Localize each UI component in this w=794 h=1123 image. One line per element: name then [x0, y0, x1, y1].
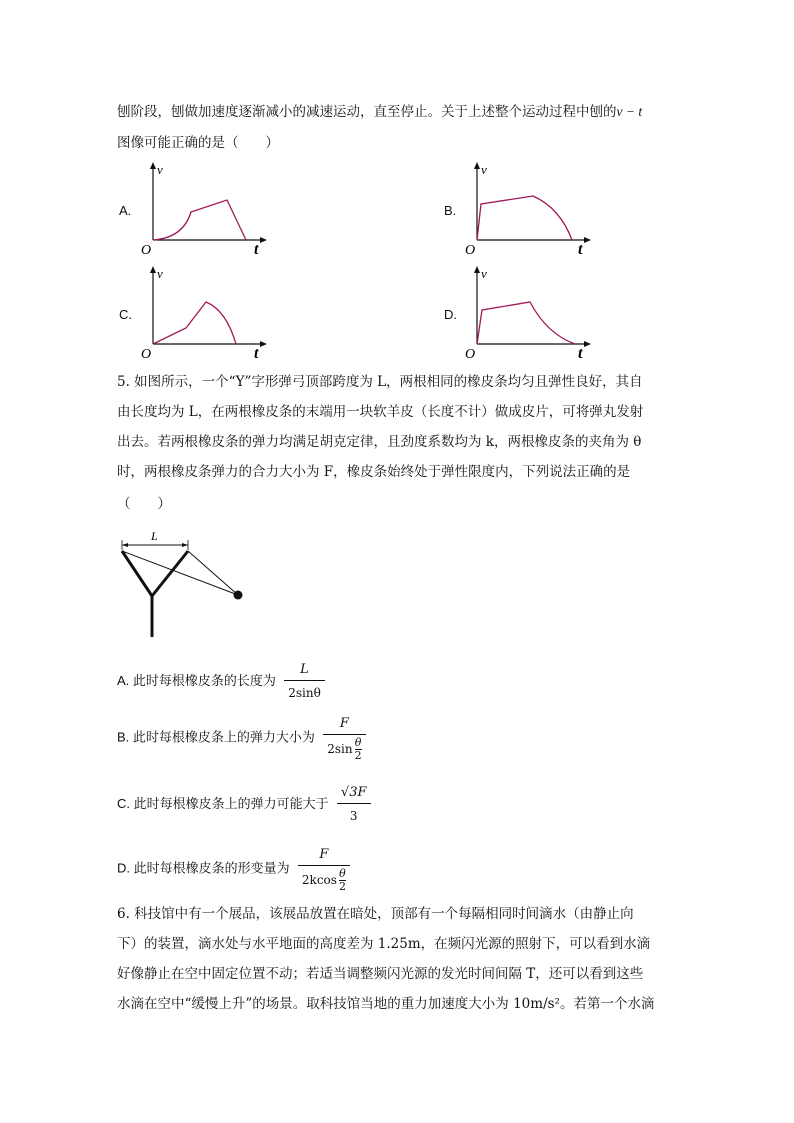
origin-label: O: [465, 243, 476, 258]
axis-v-label: v: [157, 266, 163, 281]
q5-text-line3: 出去。若两根橡皮条的弹力均满足胡克定律，且劲度系数均为 k，两根橡皮条的夹角为 θ: [117, 434, 642, 450]
axis-v-label: v: [157, 162, 163, 177]
q6-text-line1: 6. 科技馆中有一个展品，该展品放置在暗处，顶部有一个每隔相同时间滴水（由静止向: [117, 906, 634, 922]
option-a-fraction: [284, 660, 325, 703]
curve-d: [477, 302, 575, 344]
option-d-text: D. 此时每根橡皮条的形变量为: [117, 860, 290, 876]
q5-option-a: [117, 660, 325, 703]
den-text: 2kcos: [301, 873, 337, 887]
option-b-label: B.: [444, 203, 457, 218]
option-a-text: A. 此时每根橡皮条的长度为: [117, 673, 276, 688]
q5-option-c: [117, 783, 371, 826]
option-d-label: D.: [444, 307, 457, 322]
inner-den: 2: [338, 880, 346, 893]
projectile-ball: [234, 591, 243, 600]
q5-text-line2: 由长度均为 L，在两根橡皮条的末端用一块软羊皮（长度不计）做成皮片，可将弹丸发射: [117, 404, 644, 420]
origin-label: O: [465, 347, 476, 362]
option-a-label: A.: [119, 203, 132, 218]
axis-t-label: t: [254, 241, 259, 258]
fraction-denominator: 2sinθ: [284, 680, 325, 703]
q5-text-line1: 5. 如图所示，一个“Y”字形弹弓顶部跨度为 L，两根相同的橡皮条均匀且弹性良好，其自: [117, 374, 643, 390]
slingshot-diagram: [115, 525, 255, 640]
inner-fraction: [355, 737, 362, 762]
option-c-label: C.: [119, 307, 132, 322]
q5-option-d: [117, 845, 350, 893]
axis-v-label: v: [481, 266, 487, 281]
curve-c: [153, 302, 236, 344]
axis-t-label: t: [578, 241, 583, 258]
option-b-fraction: [323, 714, 365, 762]
graph-a: [138, 160, 273, 258]
fraction-numerator: L: [300, 662, 309, 677]
inner-fraction: [339, 868, 346, 893]
fraction-denominator: [298, 865, 350, 893]
option-c-fraction: [337, 783, 371, 826]
q6-text-line3: 好像静止在空中固定位置不动；若适当调整频闪光源的发光时间间隔 T，还可以看到这些: [117, 966, 644, 982]
graph-b: [462, 160, 597, 258]
q6-text-line2: 下）的装置，滴水处与水平地面的高度差为 1.25m，在频闪光源的照射下，可以看到水滴: [117, 936, 651, 952]
q5-option-b: [117, 714, 366, 762]
option-c-text: C. 此时每根橡皮条上的弹力可能大于: [117, 796, 329, 811]
q4-text-line2: 图像可能正确的是（ ）: [117, 135, 279, 151]
q6-text-line4: 水滴在空中“缓慢上升”的场景。取科技馆当地的重力加速度大小为 10m/s²。若第一个水滴: [117, 996, 655, 1012]
fraction-denominator: [323, 734, 365, 762]
span-label: L: [151, 529, 158, 543]
q4-line1-text: 刨阶段，刨做加速度逐渐减小的减速运动，直至停止。关于上述整个运动过程中刨的: [117, 104, 617, 120]
axis-t-label: t: [578, 345, 583, 362]
origin-label: O: [141, 347, 152, 362]
graph-c: [138, 264, 273, 362]
axis-t-label: t: [254, 345, 259, 362]
fraction-denominator: 3: [337, 803, 371, 826]
axis-v-label: v: [481, 162, 487, 177]
den-text: 2sin: [327, 742, 353, 756]
option-b-text: B. 此时每根橡皮条上的弹力大小为: [117, 729, 315, 745]
curve-b: [477, 196, 572, 240]
option-d-fraction: [298, 845, 350, 893]
inner-num: θ: [339, 867, 346, 880]
inner-num: θ: [354, 736, 362, 749]
fraction-numerator: F: [319, 847, 329, 862]
vt-symbol: v − t: [616, 104, 643, 119]
fraction-numerator: F: [339, 716, 349, 731]
origin-label: O: [141, 243, 152, 258]
fraction-numerator: √3F: [340, 785, 367, 800]
q5-text-line4: 时，两根橡皮条弹力的合力大小为 F，橡皮条始终处于弹性限度内，下列说法正确的是: [117, 464, 631, 480]
q5-text-line5: （ ）: [117, 496, 171, 512]
q4-text-line1: [117, 104, 642, 120]
graph-d: [462, 264, 597, 362]
curve-a: [153, 200, 246, 240]
inner-den: 2: [354, 749, 362, 762]
